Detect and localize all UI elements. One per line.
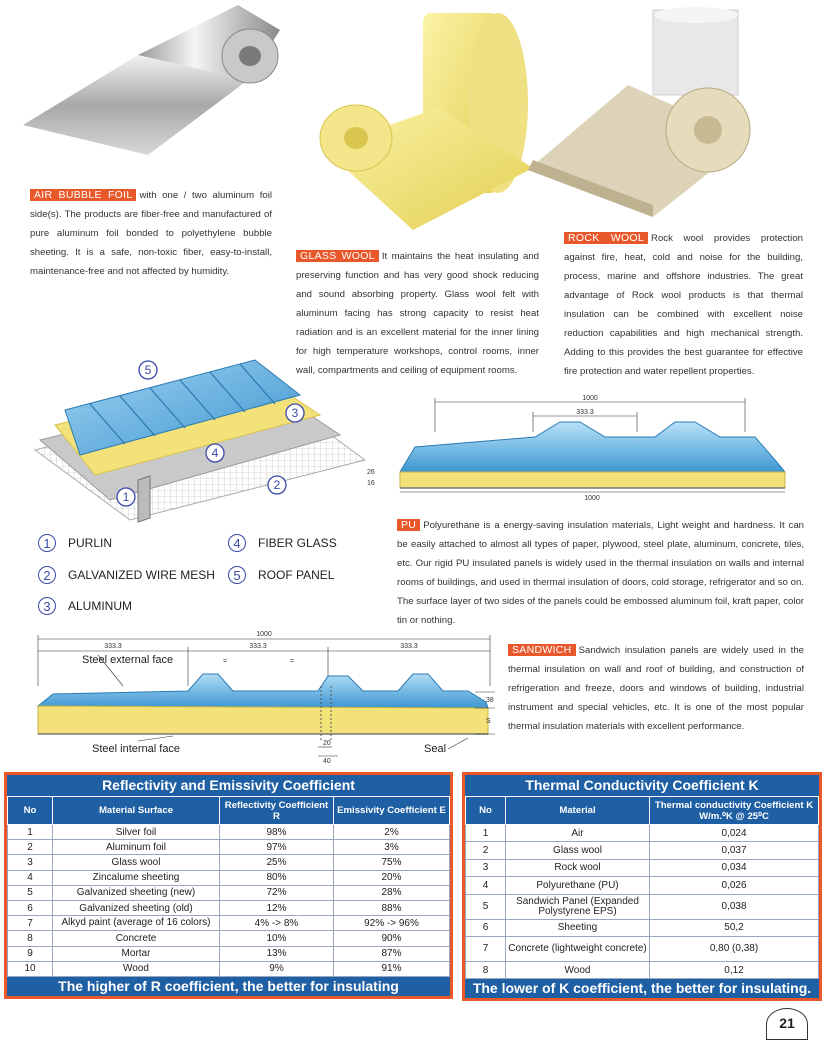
sandwich-width-40: 40 xyxy=(323,758,331,765)
table-cell: 3 xyxy=(8,855,53,870)
table-row xyxy=(466,936,819,961)
table-cell: Galvanized sheeting (old) xyxy=(53,900,220,915)
reflectivity-table-body xyxy=(8,825,450,977)
table-cell: Polyurethane (PU) xyxy=(506,877,650,894)
glass-wool-photo xyxy=(318,8,548,233)
table-cell: 10% xyxy=(220,931,334,946)
table-cell: Silver foil xyxy=(53,825,220,840)
sandwich-tag: SANDWICH xyxy=(508,644,576,656)
legend-galvanized-wire-mesh: 2 GALVANIZED WIRE MESH xyxy=(38,566,215,584)
reflectivity-table xyxy=(7,796,450,977)
table-cell: Rock wool xyxy=(506,859,650,876)
table-cell: 8 xyxy=(466,961,506,978)
col-material: Material xyxy=(506,797,650,825)
table-row xyxy=(466,859,819,876)
glass-wool-tag: GLASS WOOL xyxy=(296,250,379,262)
purlin-beam xyxy=(138,476,150,522)
sandwich-eq-1: = xyxy=(223,658,228,665)
table-cell: 4% -> 8% xyxy=(220,916,334,931)
page-number: 21 xyxy=(779,1015,795,1031)
steel-external-face-label: Steel external face xyxy=(82,654,174,666)
rock-wool-description xyxy=(564,229,803,381)
reflectivity-table-box xyxy=(4,772,453,999)
marker-1: 1 xyxy=(122,490,130,504)
reflectivity-table-title: Reflectivity and Emissivity Coefficient xyxy=(7,775,450,796)
marker-2: 2 xyxy=(273,478,281,492)
table-cell: 97% xyxy=(220,840,334,855)
table-cell: 50,2 xyxy=(650,919,819,936)
table-cell: 0,026 xyxy=(650,877,819,894)
table-cell: 2 xyxy=(8,840,53,855)
table-cell: 0,034 xyxy=(650,859,819,876)
table-cell: Zincalume sheeting xyxy=(53,870,220,885)
page-number-badge xyxy=(766,1008,808,1040)
table-cell: 72% xyxy=(220,885,334,900)
rock-wool-tag: ROCK WOOL xyxy=(564,232,648,244)
pu-top-width: 1000 xyxy=(582,395,598,402)
marker-3: 3 xyxy=(291,406,299,420)
table-cell: 75% xyxy=(334,855,450,870)
table-cell: 9 xyxy=(8,946,53,961)
sandwich-total-width: 1000 xyxy=(256,631,272,638)
table-cell: Concrete (lightweight concrete) xyxy=(506,936,650,961)
sandwich-panel-diagram xyxy=(28,626,503,766)
table-cell: Wood xyxy=(53,961,220,976)
table-row xyxy=(8,840,450,855)
table-cell: 80% xyxy=(220,870,334,885)
table-row xyxy=(466,919,819,936)
pu-tag: PU xyxy=(397,519,420,531)
table-row xyxy=(466,961,819,978)
table-cell: 0,038 xyxy=(650,894,819,919)
table-row xyxy=(8,916,450,931)
steel-internal-face-label: Steel internal face xyxy=(92,743,181,755)
table-cell: 98% xyxy=(220,825,334,840)
table-cell: 92% -> 96% xyxy=(334,916,450,931)
table-cell: 0,12 xyxy=(650,961,819,978)
table-cell: 5 xyxy=(466,894,506,919)
table-cell: Glass wool xyxy=(506,842,650,859)
sandwich-seg-3: 333.3 xyxy=(400,643,418,650)
legend-roof-panel: 5 ROOF PANEL xyxy=(228,566,334,584)
col-no: No xyxy=(466,797,506,825)
col-reflectivity: Reflectivity Coefficient R xyxy=(220,797,334,825)
table-cell: 87% xyxy=(334,946,450,961)
table-cell: 91% xyxy=(334,961,450,976)
table-cell: 7 xyxy=(466,936,506,961)
table-cell: 13% xyxy=(220,946,334,961)
table-row xyxy=(8,946,450,961)
table-row xyxy=(8,885,450,900)
roof-layers-diagram xyxy=(20,340,375,530)
sandwich-eq-2: = xyxy=(290,658,295,665)
table-cell: 7 xyxy=(8,916,53,931)
table-cell: Sandwich Panel (Expanded Polystyrene EPS) xyxy=(506,894,650,919)
table-row xyxy=(8,825,450,840)
col-no: No xyxy=(8,797,53,825)
marker-5: 5 xyxy=(144,363,152,377)
air-bubble-foil-description xyxy=(30,186,272,281)
table-row xyxy=(8,900,450,915)
table-cell: Glass wool xyxy=(53,855,220,870)
sandwich-height-38: 38 xyxy=(486,697,494,704)
table-cell: Air xyxy=(506,825,650,842)
air-bubble-foil-photo xyxy=(18,0,288,160)
table-cell: 12% xyxy=(220,900,334,915)
col-emissivity: Emissivity Coefficient E xyxy=(334,797,450,825)
sandwich-text: Sandwich insulation panels are widely used in the thermal insulation on wall and roof of building, and construction of refrigeration and freeze, doors and windows of building, industrial instrument and special vehicles, etc. It is one of the most popular thermal insulation materials with excellent performance. xyxy=(508,645,804,732)
table-row xyxy=(466,842,819,859)
table-cell: 3 xyxy=(466,859,506,876)
pu-description xyxy=(397,516,804,630)
pu-panel-diagram xyxy=(355,392,810,507)
table-row xyxy=(8,961,450,976)
pu-rib-width: 333.3 xyxy=(576,409,594,416)
table-cell: Mortar xyxy=(53,946,220,961)
table-cell: Alkyd paint (average of 16 colors) xyxy=(53,916,220,931)
table-cell: 25% xyxy=(220,855,334,870)
table-cell: 2 xyxy=(466,842,506,859)
table-cell: 6 xyxy=(8,900,53,915)
table-row xyxy=(8,870,450,885)
sandwich-seg-2: 333.3 xyxy=(249,643,267,650)
table-row xyxy=(8,855,450,870)
reflectivity-footer: The higher of R coefficient, the better for insulating xyxy=(7,977,450,996)
table-cell: 4 xyxy=(8,870,53,885)
table-cell: 9% xyxy=(220,961,334,976)
rock-wool-text: Rock wool provides protection against fire, heat, cold and noise for the building, process, marine and offshore industries. The great advantage of Rock wool products is that thermal insulation can be combined with excellent noise reduction capabilities and high mechanical strength. Adding to this provides the best guarantee for effective fire protection and water repellent properties. xyxy=(564,233,803,377)
sandwich-description xyxy=(508,641,804,736)
table-cell: Concrete xyxy=(53,931,220,946)
table-cell: 0,037 xyxy=(650,842,819,859)
table-cell: 88% xyxy=(334,900,450,915)
table-cell: 8 xyxy=(8,931,53,946)
table-cell: 1 xyxy=(466,825,506,842)
conductivity-table-box xyxy=(462,772,822,1001)
table-row xyxy=(466,825,819,842)
sandwich-width-20: 20 xyxy=(323,740,331,747)
table-cell: 2% xyxy=(334,825,450,840)
conductivity-table-title: Thermal Conductivity Coefficient K xyxy=(465,775,819,796)
conductivity-footer: The lower of K coefficient, the better for insulating. xyxy=(465,979,819,998)
pu-bottom-width: 1000 xyxy=(584,495,600,502)
seal-label: Seal xyxy=(424,743,447,755)
table-cell: Wood xyxy=(506,961,650,978)
table-cell: 3% xyxy=(334,840,450,855)
air-bubble-foil-text: with one / two aluminum foil side(s). The products are fiber-free and manufactured of pure aluminum foil bonded to polyethylene bubble sheeting. It is a safe, non-toxic fiber, easy-to-install, maintenance-free and not affected by humidity. xyxy=(30,190,272,277)
rock-wool-photo xyxy=(528,5,763,220)
marker-4: 4 xyxy=(211,446,219,460)
table-cell: 1 xyxy=(8,825,53,840)
sandwich-height-s: S xyxy=(486,718,491,725)
table-cell: 4 xyxy=(466,877,506,894)
sandwich-seg-1: 333.3 xyxy=(104,643,122,650)
table-cell: Aluminum foil xyxy=(53,840,220,855)
table-cell: 5 xyxy=(8,885,53,900)
table-cell: 0,024 xyxy=(650,825,819,842)
conductivity-table-body xyxy=(466,825,819,979)
table-cell: 10 xyxy=(8,961,53,976)
legend-purlin: 1 PURLIN xyxy=(38,534,112,552)
table-cell: 28% xyxy=(334,885,450,900)
table-row xyxy=(466,894,819,919)
table-cell: 20% xyxy=(334,870,450,885)
pu-height-26: 26 xyxy=(367,469,375,476)
table-cell: 90% xyxy=(334,931,450,946)
glass-wool-text: It maintains the heat insulating and preserving function and has very good shock reducing and sound absorbing property. Glass wool felt with aluminum facing has strong capacity to resist heat radiation and is an excellent material for the inner lining for high temperature workshops, control rooms, inner wall, compartments and ceiling of equipment rooms. xyxy=(296,251,539,376)
legend-fiber-glass: 4 FIBER GLASS xyxy=(228,534,337,552)
col-material-surface: Material Surface xyxy=(53,797,220,825)
table-row xyxy=(8,931,450,946)
table-cell: Galvanized sheeting (new) xyxy=(53,885,220,900)
pu-height-16: 16 xyxy=(367,480,375,487)
air-bubble-foil-tag: AIR BUBBLE FOIL xyxy=(30,189,136,201)
table-row xyxy=(466,877,819,894)
legend-aluminum: 3 ALUMINUM xyxy=(38,597,132,615)
pu-text: Polyurethane is a energy-saving insulation materials, Light weight and hardness. It can be easily attached to almost all types of paper, plywood, steel plate, aluminum, concrete, tiles, etc. Our rigid PU insulated panels is widely used in the thermal insulation on walls and internal rooms of buildings, and used in thermal insulation of doors, cold storage, refrigerator and so on. The surface layer of two sides of the panels could be embossed aluminum foil, kraft paper, color tin or nothing. xyxy=(397,520,804,626)
table-cell: 0,80 (0,38) xyxy=(650,936,819,961)
conductivity-table xyxy=(465,796,819,979)
col-thermal-conductivity: Thermal conductivity Coefficient K W/m.⁰K @ 25⁰C xyxy=(650,797,819,825)
table-cell: 6 xyxy=(466,919,506,936)
table-cell: Sheeting xyxy=(506,919,650,936)
